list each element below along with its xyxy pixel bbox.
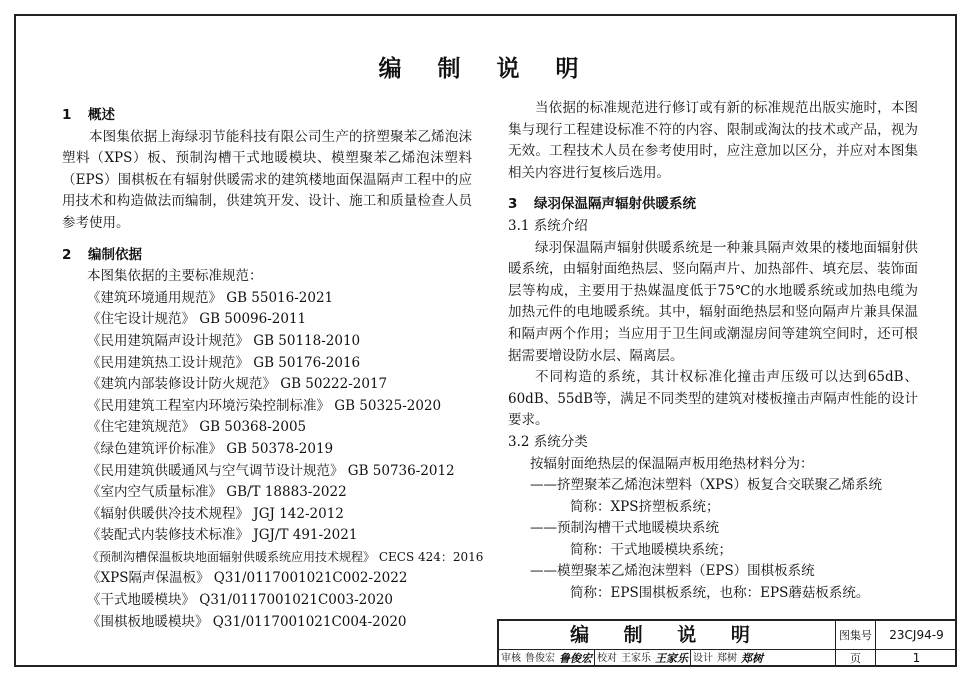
standard-ref: 《围棋板地暖模块》 Q31/0117001021C004-2020: [87, 613, 407, 630]
designer-name: 郑树: [717, 653, 737, 664]
section-1-heading: [62, 105, 472, 127]
page-label: 页: [836, 650, 876, 667]
standard-ref: 《建筑内部装修设计防火规范》 GB 50222-2017: [87, 376, 388, 393]
title-block: [497, 619, 957, 667]
designer-signature: 郑树: [741, 652, 763, 665]
section-2-heading: [62, 245, 472, 267]
standard-ref: 《干式地暖模块》 Q31/0117001021C003-2020: [87, 592, 393, 609]
left-column: [62, 105, 484, 633]
section-3-heading: [508, 194, 918, 216]
standard-ref: 《民用建筑供暖通风与空气调节设计规范》 GB 50736-2012: [87, 462, 455, 479]
section-3-number: 3: [508, 196, 518, 213]
system-class-item: ——挤塑聚苯乙烯泡沫塑料（XPS）板复合交联聚乙烯系统: [530, 477, 882, 494]
system-class-item: ——预制沟槽干式地暖模块系统: [530, 520, 719, 537]
system-class-short-name: 简称：XPS挤塑板系统；: [570, 498, 720, 515]
standard-ref: 《住宅建筑规范》 GB 50368-2005: [87, 419, 307, 436]
section-3-1-paragraph-2: 不同构造的系统，其计权标准化撞击声压级可以达到65dB、60dB、55dB等，满足不同类型的建筑对楼板撞击声隔声性能的设计要求。: [508, 369, 918, 429]
section-3-2-intro: 按辐射面绝热层的保温隔声板用绝热材料分为：: [530, 455, 814, 472]
section-1-paragraph: 本图集依据上海绿羽节能科技有限公司生产的挤塑聚苯乙烯泡沫塑料（XPS）板、预制沟槽干式地暖模块、模塑聚苯乙烯泡沫塑料（EPS）围棋板在有辐射供暖需求的建筑楼地面保温隔声工程中的应用技术和构造做法而编制，供建筑开发、设计、施工和质量检查人员参考使用。: [62, 128, 472, 231]
section-3-1-paragraph-1: 绿羽保温隔声辐射供暖系统是一种兼具隔声效果的楼地面辐射供暖系统，由辐射面绝热层、竖向隔声片、加热部件、填充层、装饰面层等构成，主要用于热媒温度低于75℃的水地暖系统或加热电缆为加热元件的电地暖系统。其中，辐射面绝热层和竖向隔声片兼具保温和隔声两个作用；当应用于卫生间或潮湿房间等建筑空间时，还可根据需要增设防水层、隔离层。: [508, 239, 918, 364]
standards-intro: 本图集依据的主要标准规范：: [87, 268, 263, 285]
checker-name: 王家乐: [621, 653, 651, 664]
standard-ref: 《住宅设计规范》 GB 50096-2011: [87, 311, 307, 328]
system-class-short-name: 简称：EPS围棋板系统，也称：EPS蘑菇板系统。: [570, 585, 870, 602]
review-label: 审核: [501, 653, 521, 664]
system-class-short-name: 简称：干式地暖模块系统；: [570, 541, 732, 558]
section-2-title: 编制依据: [88, 246, 142, 263]
system-class-item: ——模塑聚苯乙烯泡沫塑料（EPS）围棋板系统: [530, 563, 815, 580]
standard-ref: 《辐射供暖供冷技术规程》 JGJ 142-2012: [87, 505, 344, 522]
standard-ref: 《民用建筑热工设计规范》 GB 50176-2016: [87, 354, 361, 371]
signature-row: [499, 650, 836, 667]
atlas-number-label: 图集号: [836, 621, 876, 650]
section-2-number: 2: [62, 246, 72, 263]
design-label: 设计: [690, 650, 715, 667]
continuation-paragraph: 当依据的标准规范进行修订或有新的标准规范出版实施时，本图集与现行工程建设标准不符的内容、限制或淘汰的技术或产品，视为无效。工程技术人员在参考使用时，应注意加以区分，并应对本图集相关内容进行复核后选用。: [508, 100, 918, 181]
section-3-title: 绿羽保温隔声辐射供暖系统: [534, 196, 696, 213]
standards-list: [87, 266, 484, 633]
section-3-1-heading: 3.1 系统介绍: [508, 217, 588, 234]
standard-ref: 《装配式内装修技术标准》 JGJ/T 491-2021: [87, 527, 358, 544]
section-1-title: 概述: [88, 107, 115, 123]
page-number: 1: [912, 651, 921, 665]
standard-ref: 《XPS隔声保温板》 Q31/0117001021C002-2022: [87, 570, 408, 587]
atlas-number: 23CJ94-9: [876, 621, 957, 650]
title-block-title: 编 制 说 明: [499, 621, 836, 650]
section-1-number: 1: [62, 107, 72, 123]
section-3-2-heading: 3.2 系统分类: [508, 433, 588, 450]
right-column: [508, 98, 918, 605]
standard-ref: 《室内空气质量标准》 GB/T 18883-2022: [87, 484, 347, 501]
standard-ref: 《民用建筑隔声设计规范》 GB 50118-2010: [87, 332, 361, 349]
checker-signature: 王家乐: [655, 652, 688, 665]
standard-ref: 《预制沟槽保温板块地面辐射供暖系统应用技术规程》 CECS 424：2016: [87, 549, 484, 564]
page-title: 编 制 说 明: [378, 56, 593, 82]
reviewer-signature: 鲁俊宏: [559, 652, 592, 665]
standard-ref: 《民用建筑工程室内环境污染控制标准》 GB 50325-2020: [87, 397, 442, 414]
standard-ref: 《建筑环境通用规范》 GB 55016-2021: [87, 289, 334, 306]
standard-ref: 《绿色建筑评价标准》 GB 50378-2019: [87, 440, 334, 457]
reviewer-name: 鲁俊宏: [525, 653, 555, 664]
check-label: 校对: [594, 650, 619, 667]
